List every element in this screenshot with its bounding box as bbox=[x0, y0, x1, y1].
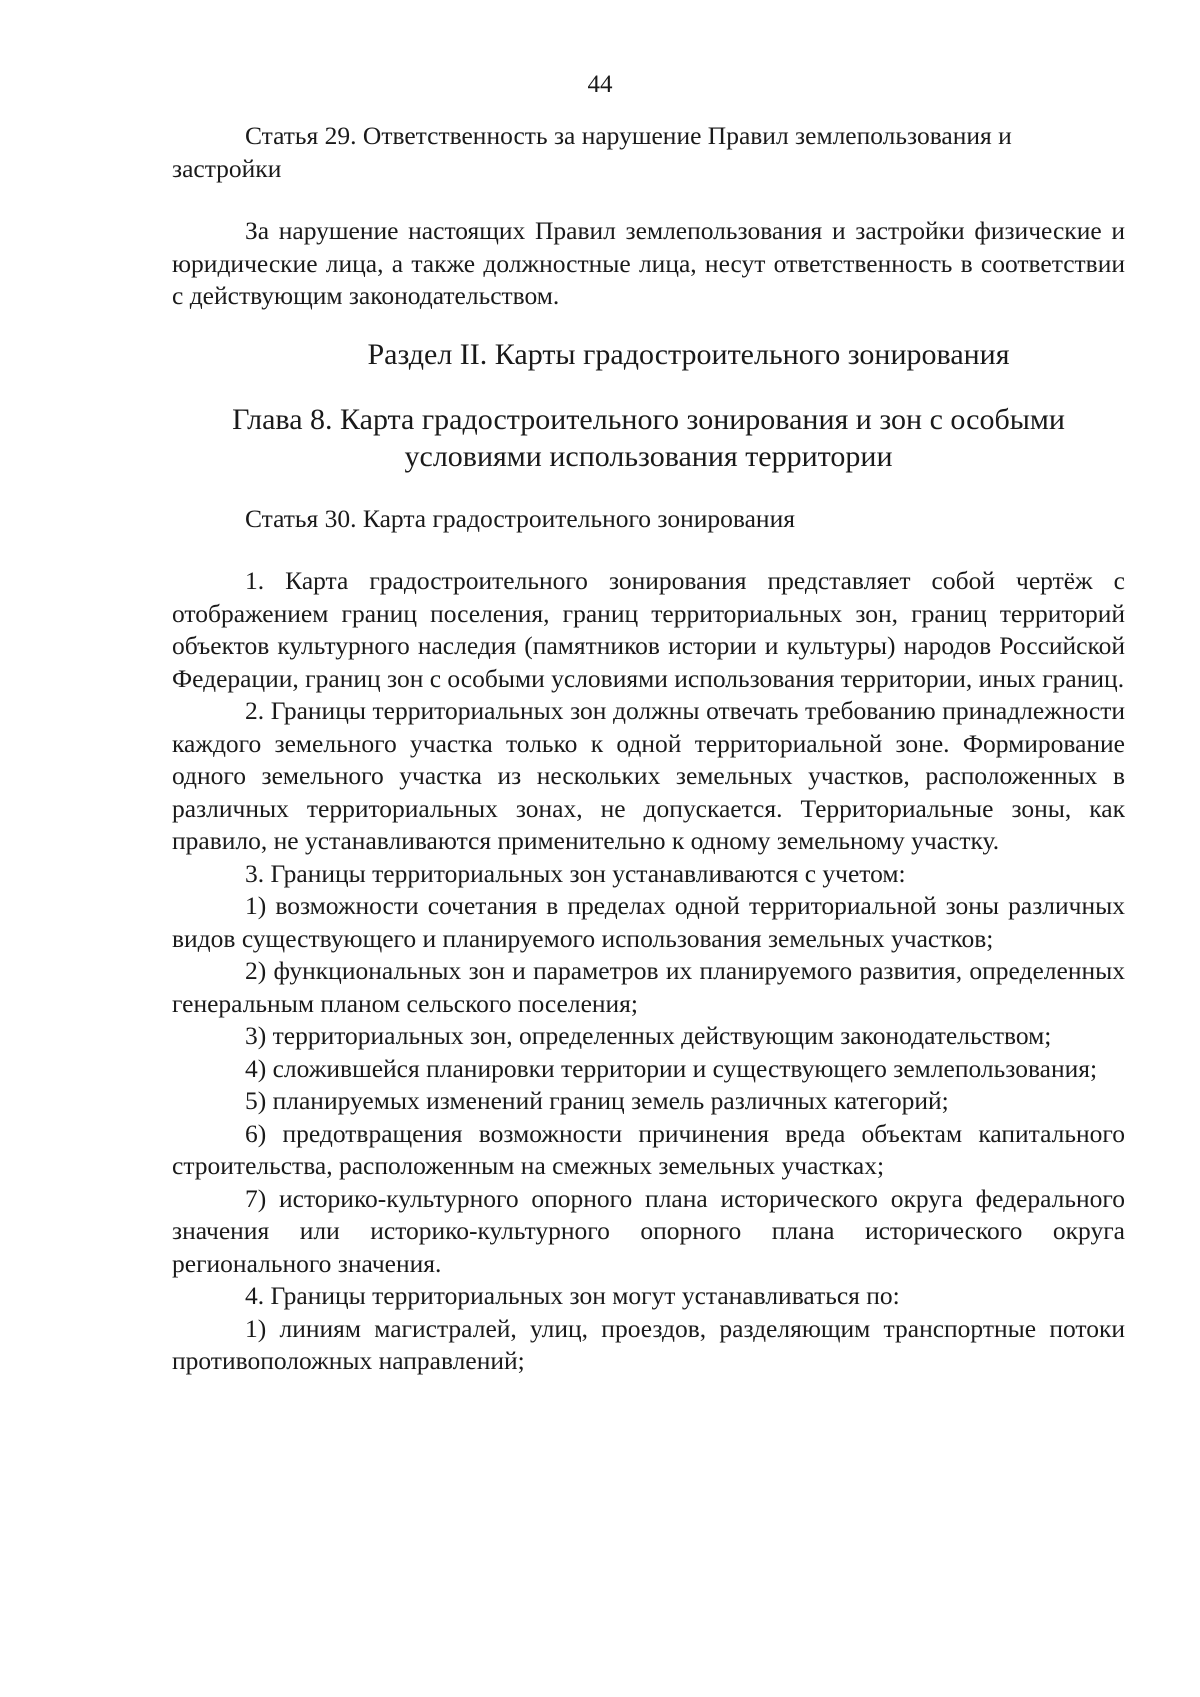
article-30-list-item: 1) возможности сочетания в пределах одной территориальной зоны различных видов существующего и планируемого использования земельных участков; bbox=[172, 891, 1125, 953]
article-30-list-item: 4) сложившейся планировки территории и существующего землепользования; bbox=[245, 1053, 1098, 1083]
article-30-list-item: 2) функциональных зон и параметров их планируемого развития, определенных генеральным планом сельского поселения; bbox=[172, 956, 1125, 1018]
article-30-list-item: 5) планируемых изменений границ земель различных категорий; bbox=[245, 1086, 949, 1115]
article-30-list-item: 7) историко-культурного опорного плана исторического округа федерального значения или историко-культурного опорного плана исторического округа регионального значения. bbox=[172, 1183, 1125, 1278]
article-30-paragraph: 1. Карта градостроительного зонирования представляет собой чертёж с отображением границ поселения, границ территориальных зон, границ территорий объектов культурного наследия (памятников истории и культуры) народов Российской Федерации, границ зон с особыми условиями использования территории, иных границ. bbox=[172, 566, 1125, 693]
article-30-list-item: 6) предотвращения возможности причинения вреда объектам капитального строительства, расположенным на смежных земельных участках; bbox=[172, 1118, 1125, 1180]
article-29-text: За нарушение настоящих Правил землепользования и застройки физические и юридические лица, а также должностные лица, несут ответственность в соответствии с действующим законодательством. bbox=[172, 216, 1125, 310]
article-30-list-item: 3) территориальных зон, определенных действующим законодательством; bbox=[245, 1021, 1052, 1050]
page-content bbox=[172, 120, 1125, 1378]
article-30-paragraph: 3. Границы территориальных зон устанавливаются с учетом: bbox=[245, 858, 906, 888]
article-30-title: Статья 30. Карта градостроительного зонирования bbox=[245, 503, 795, 533]
article-30-list-item: 1) линиям магистралей, улиц, проездов, разделяющим транспортные потоки противоположных направлений; bbox=[172, 1313, 1125, 1375]
chapter-title: Глава 8. Карта градостроительного зонирования и зон с особыми условиями использования территории bbox=[232, 402, 1065, 473]
article-30-paragraph: 2. Границы территориальных зон должны отвечать требованию принадлежности каждого земельного участка только к одной территориальной зоне. Формирование одного земельного участка из нескольких земельных участков, расположенных в различных территориальных зонах, не допускается. Территориальные зоны, как правило, не устанавливаются применительно к одному земельному участку. bbox=[172, 696, 1125, 855]
article-29-title: Статья 29. Ответственность за нарушение Правил землепользования и застройки bbox=[172, 121, 1012, 183]
section-title: Раздел II. Карты градостроительного зонирования bbox=[367, 337, 1010, 371]
article-30-paragraph: 4. Границы территориальных зон могут устанавливаться по: bbox=[245, 1281, 900, 1310]
page-number: 44 bbox=[587, 71, 613, 98]
